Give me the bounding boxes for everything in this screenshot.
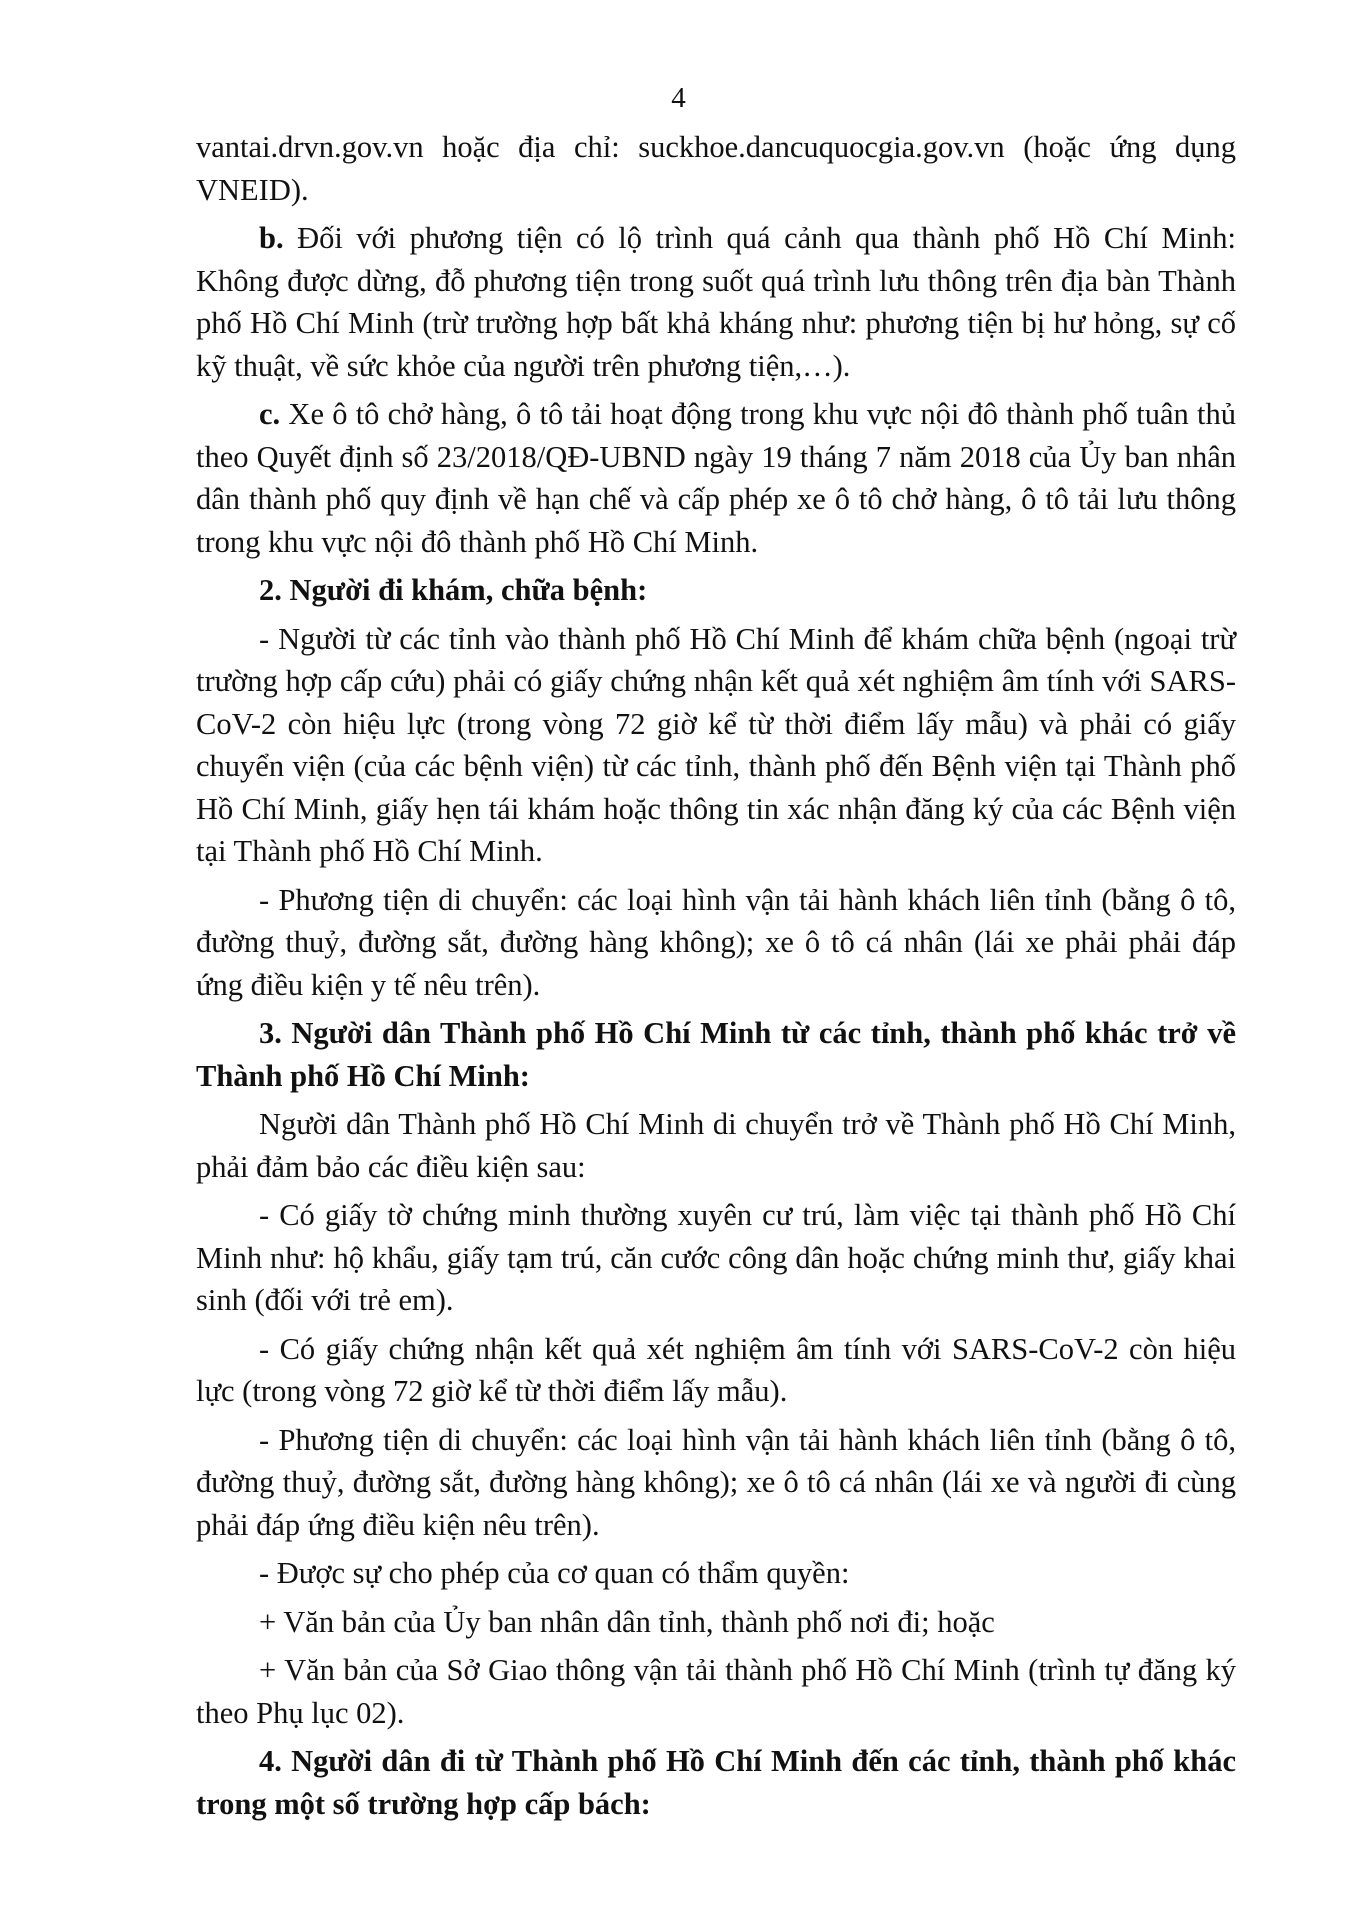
paragraph (196, 1649, 1236, 1734)
paragraph (196, 393, 1236, 563)
page-number: 4 (671, 82, 686, 114)
paragraph-text: - Phương tiện di chuyển: các loại hình vận tải hành khách liên tỉnh (bằng ô tô, đường thuỷ, đường sắt, đường hàng không); xe ô tô cá nhân (lái xe phải phải đáp ứng điều kiện y tế nêu trên). (196, 882, 1236, 1002)
paragraph-text: - Được sự cho phép của cơ quan có thẩm quyền: (259, 1556, 850, 1590)
paragraph (196, 1103, 1236, 1188)
document-body (196, 126, 1236, 1831)
paragraph (196, 1328, 1236, 1413)
paragraph-lead: c. (259, 397, 281, 431)
paragraph-text: Xe ô tô chở hàng, ô tô tải hoạt động trong khu vực nội đô thành phố tuân thủ theo Quyết định số 23/2018/QĐ-UBND ngày 19 tháng 7 năm 2018 của Ủy ban nhân dân thành phố quy định về hạn chế và cấp phép xe ô tô chở hàng, ô tô tải lưu thông trong khu vực nội đô thành phố Hồ Chí Minh. (196, 397, 1236, 559)
paragraph-text: 4. Người dân đi từ Thành phố Hồ Chí Minh đến các tỉnh, thành phố khác trong một số trường hợp cấp bách: (196, 1744, 1236, 1821)
paragraph (196, 879, 1236, 1007)
paragraph-lead: b. (259, 221, 284, 255)
paragraph (196, 1601, 1236, 1644)
paragraph-text: Người dân Thành phố Hồ Chí Minh di chuyển trở về Thành phố Hồ Chí Minh, phải đảm bảo các điều kiện sau: (196, 1107, 1236, 1184)
paragraph-text: - Phương tiện di chuyển: các loại hình vận tải hành khách liên tỉnh (bằng ô tô, đường thuỷ, đường sắt, đường hàng không); xe ô tô cá nhân (lái xe và người đi cùng phải đáp ứng điều kiện nêu trên). (196, 1422, 1236, 1542)
paragraph-text: 3. Người dân Thành phố Hồ Chí Minh từ các tỉnh, thành phố khác trở về Thành phố Hồ Chí Minh: (196, 1016, 1236, 1093)
paragraph (196, 1194, 1236, 1322)
paragraph-text: - Có giấy chứng nhận kết quả xét nghiệm âm tính với SARS-CoV-2 còn hiệu lực (trong vòng 72 giờ kể từ thời điểm lấy mẫu). (196, 1331, 1236, 1408)
paragraph (196, 126, 1236, 211)
paragraph-text: + Văn bản của Ủy ban nhân dân tỉnh, thành phố nơi đi; hoặc (259, 1604, 995, 1639)
paragraph-text: - Người từ các tỉnh vào thành phố Hồ Chí Minh để khám chữa bệnh (ngoại trừ trường hợp cấp cứu) phải có giấy chứng nhận kết quả xét nghiệm âm tính với SARS-CoV-2 còn hiệu lực (trong vòng 72 giờ kể từ thời điểm lấy mẫu) và phải có giấy chuyển viện (của các bệnh viện) từ các tỉnh, thành phố đến Bệnh viện tại Thành phố Hồ Chí Minh, giấy hẹn tái khám hoặc thông tin xác nhận đăng ký của các Bệnh viện tại Thành phố Hồ Chí Minh. (196, 621, 1236, 868)
paragraph (196, 1419, 1236, 1547)
section-heading (196, 569, 1236, 612)
paragraph-text: + Văn bản của Sở Giao thông vận tải thành phố Hồ Chí Minh (trình tự đăng ký theo Phụ lục 02). (196, 1653, 1236, 1730)
section-heading (196, 1012, 1236, 1097)
paragraph-text: vantai.drvn.gov.vn hoặc địa chỉ: suckhoe.dancuquocgia.gov.vn (hoặc ứng dụng VNEID). (196, 130, 1236, 207)
paragraph-text: 2. Người đi khám, chữa bệnh: (259, 573, 648, 607)
paragraph (196, 217, 1236, 387)
paragraph-text: Đối với phương tiện có lộ trình quá cảnh qua thành phố Hồ Chí Minh: Không được dừng, đỗ phương tiện trong suốt quá trình lưu thông trên địa bàn Thành phố Hồ Chí Minh (trừ trường hợp bất khả kháng như: phương tiện bị hư hỏng, sự cố kỹ thuật, về sức khỏe của người trên phương tiện,…). (196, 221, 1236, 383)
section-heading (196, 1740, 1236, 1825)
paragraph (196, 618, 1236, 873)
paragraph-text: - Có giấy tờ chứng minh thường xuyên cư trú, làm việc tại thành phố Hồ Chí Minh như: hộ khẩu, giấy tạm trú, căn cước công dân hoặc chứng minh thư, giấy khai sinh (đối với trẻ em). (196, 1198, 1236, 1317)
paragraph (196, 1552, 1236, 1595)
